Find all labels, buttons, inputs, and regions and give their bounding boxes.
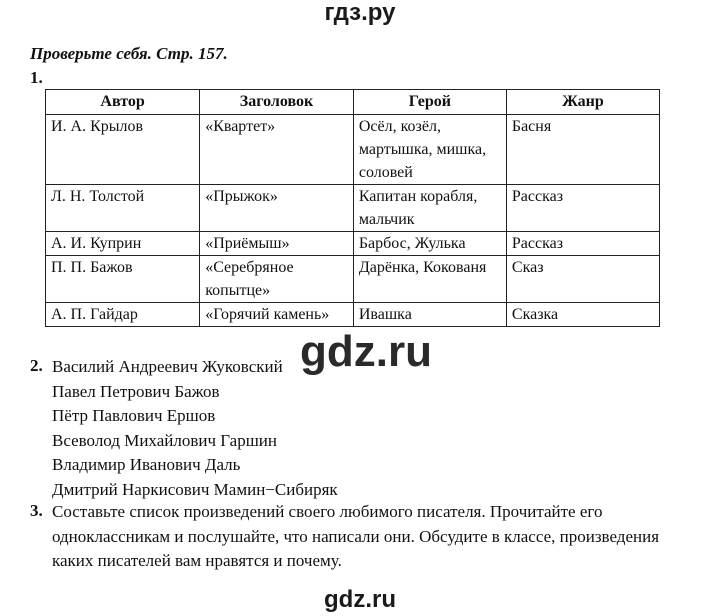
cell-author: Л. Н. Толстой — [46, 185, 200, 232]
gdz-watermark: gdz.ru — [300, 327, 432, 376]
list-item: Владимир Иванович Даль — [52, 455, 241, 474]
cell-author: А. И. Куприн — [46, 232, 200, 256]
task-3-text: Составьте список произведений своего любимого писателя. Прочитайте его одноклассникам и послушайте, что написали они. Обсудите в классе, произведения каких писателей вам нравятся и почему. — [52, 502, 660, 570]
table-row — [46, 115, 660, 185]
table-row — [46, 185, 660, 232]
column-header-author: Автор — [46, 90, 200, 115]
cell-genre: Рассказ — [506, 232, 659, 256]
section-title: Проверьте себя. Стр. 157. — [30, 44, 228, 63]
cell-genre: Рассказ — [506, 185, 659, 232]
cell-hero: Ивашка — [353, 303, 506, 327]
site-header-watermark: гдз.ру — [324, 0, 396, 26]
cell-title: «Серебряное копытце» — [200, 256, 354, 303]
question-1-number: 1. — [30, 68, 43, 87]
cell-title: «Квартет» — [200, 115, 354, 185]
writers-list — [52, 355, 338, 502]
table-row — [46, 232, 660, 256]
footer-watermark: gdz.ru — [324, 586, 396, 613]
cell-title: «Приёмыш» — [200, 232, 354, 256]
cell-genre: Басня — [506, 115, 659, 185]
cell-title: «Прыжок» — [200, 185, 354, 232]
table-row — [46, 303, 660, 327]
cell-hero: Капитан корабля, мальчик — [353, 185, 506, 232]
column-header-genre: Жанр — [506, 90, 659, 115]
cell-author: А. П. Гайдар — [46, 303, 200, 327]
table-header-row — [46, 90, 660, 115]
list-item: Пётр Павлович Ершов — [52, 406, 216, 425]
column-header-title: Заголовок — [200, 90, 354, 115]
cell-hero: Барбос, Жулька — [353, 232, 506, 256]
question-2-number: 2. — [30, 356, 43, 375]
cell-genre: Сказ — [506, 256, 659, 303]
column-header-hero: Герой — [353, 90, 506, 115]
literature-answers-table — [45, 89, 660, 327]
list-item: Павел Петрович Бажов — [52, 381, 220, 401]
cell-author: И. А. Крылов — [46, 115, 200, 185]
table-row — [46, 256, 660, 303]
cell-genre: Сказка — [506, 303, 659, 327]
cell-title: «Горячий камень» — [200, 303, 354, 327]
list-item: Дмитрий Наркисович Мамин−Сибиряк — [52, 479, 338, 499]
cell-hero: Осёл, козёл, мартышка, мишка, соловей — [353, 115, 506, 185]
list-item: Всеволод Михайлович Гаршин — [52, 430, 277, 450]
cell-hero: Дарёнка, Кокованя — [353, 256, 506, 303]
question-3-number: 3. — [30, 501, 43, 520]
list-item: Василий Андреевич Жуковский — [52, 357, 283, 376]
cell-author: П. П. Бажов — [46, 256, 200, 303]
